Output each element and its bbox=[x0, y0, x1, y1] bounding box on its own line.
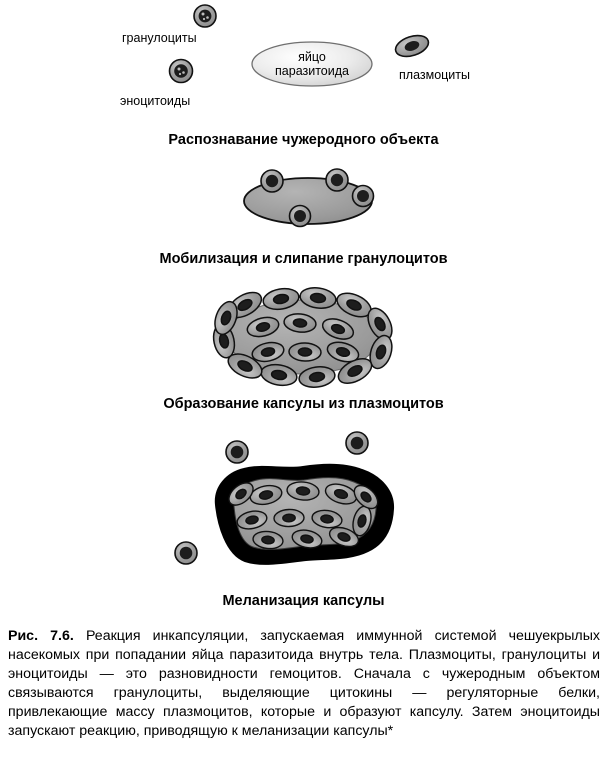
figure-caption bbox=[8, 627, 600, 742]
label-granulocytes: гранулоциты bbox=[122, 31, 197, 45]
plasmocyte-cell bbox=[393, 32, 431, 61]
stage-label-mobilisation: Мобилизация и слипание гранулоцитов bbox=[159, 251, 448, 267]
stage-label-capsule-formation: Образование капсулы из плазмоцитов bbox=[163, 396, 444, 412]
stage3-capsule bbox=[211, 286, 397, 390]
figure-number: Рис. 7.6. bbox=[8, 628, 74, 644]
free-oenocytoid-left-bottom bbox=[175, 542, 197, 564]
granulocyte-cell-top bbox=[194, 5, 216, 27]
label-parasitoid-egg-line2: паразитоида bbox=[275, 64, 349, 79]
stage-label-recognition: Распознавание чужеродного объекта bbox=[168, 132, 439, 148]
stage2-egg-with-granulocytes bbox=[244, 169, 374, 227]
free-oenocytoid-left-top bbox=[226, 441, 248, 463]
label-parasitoid-egg bbox=[262, 50, 362, 79]
oenocytoid-cell bbox=[170, 60, 193, 83]
label-parasitoid-egg-line1: яйцо bbox=[298, 50, 326, 64]
free-oenocytoid-right-top bbox=[346, 432, 368, 454]
stage-label-melanisation: Меланизация капсулы bbox=[222, 593, 385, 609]
label-oenocytoids: эноцитоиды bbox=[120, 94, 191, 108]
stage4-melanised-capsule bbox=[175, 432, 393, 564]
figure-caption-text: Реакция инкапсуляции, запускаемая иммунной системой чешуекрылых насекомых при попадании яйца паразитоида внутрь тела. Плазмоциты, гранулоциты и эноцитоиды — это разновидности гемоцитов. Сначала с чужеродным объектом связываются гранулоциты, выделяющие цитокины — регуляторные белки, привлекающие массу плазмоцитов, которые и образуют капсулу. Затем эноцитоиды запускают реакцию, приводящую к меланизации капсулы* bbox=[8, 628, 600, 740]
label-plasmocytes: плазмоциты bbox=[399, 68, 471, 82]
